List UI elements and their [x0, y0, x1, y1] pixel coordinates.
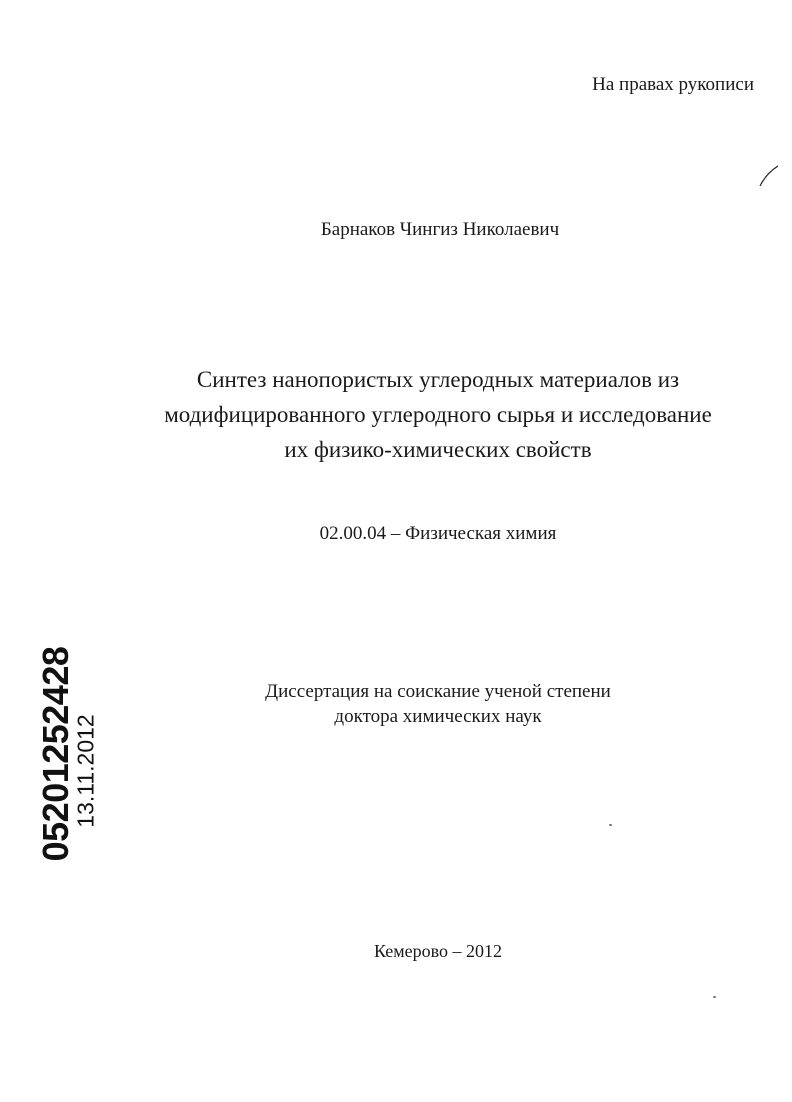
title-line: Синтез нанопористых углеродных материалов из [196, 367, 680, 392]
title-line: модифицированного углеродного сырья и исследование [164, 402, 712, 427]
degree-line: доктора химических наук [334, 706, 542, 727]
library-stamp-date: 13.11.2012 [72, 714, 99, 828]
specialty: 02.00.04 – Физическая химия [319, 523, 557, 544]
degree-line: Диссертация на соискание ученой степени [265, 681, 611, 702]
dissertation-title [0, 362, 792, 467]
title-line: их физико-химических свойств [284, 437, 592, 462]
rights-notice: На правах рукописи [592, 74, 754, 95]
scan-speck [609, 824, 612, 826]
author-name: Барнаков Чингиз Николаевич [320, 219, 560, 240]
library-stamp-number: 05201252428 [35, 646, 76, 862]
degree-statement [0, 679, 792, 729]
scan-speck [713, 996, 716, 998]
pen-mark-icon [758, 164, 780, 188]
place-and-year: Кемерово – 2012 [373, 941, 503, 961]
